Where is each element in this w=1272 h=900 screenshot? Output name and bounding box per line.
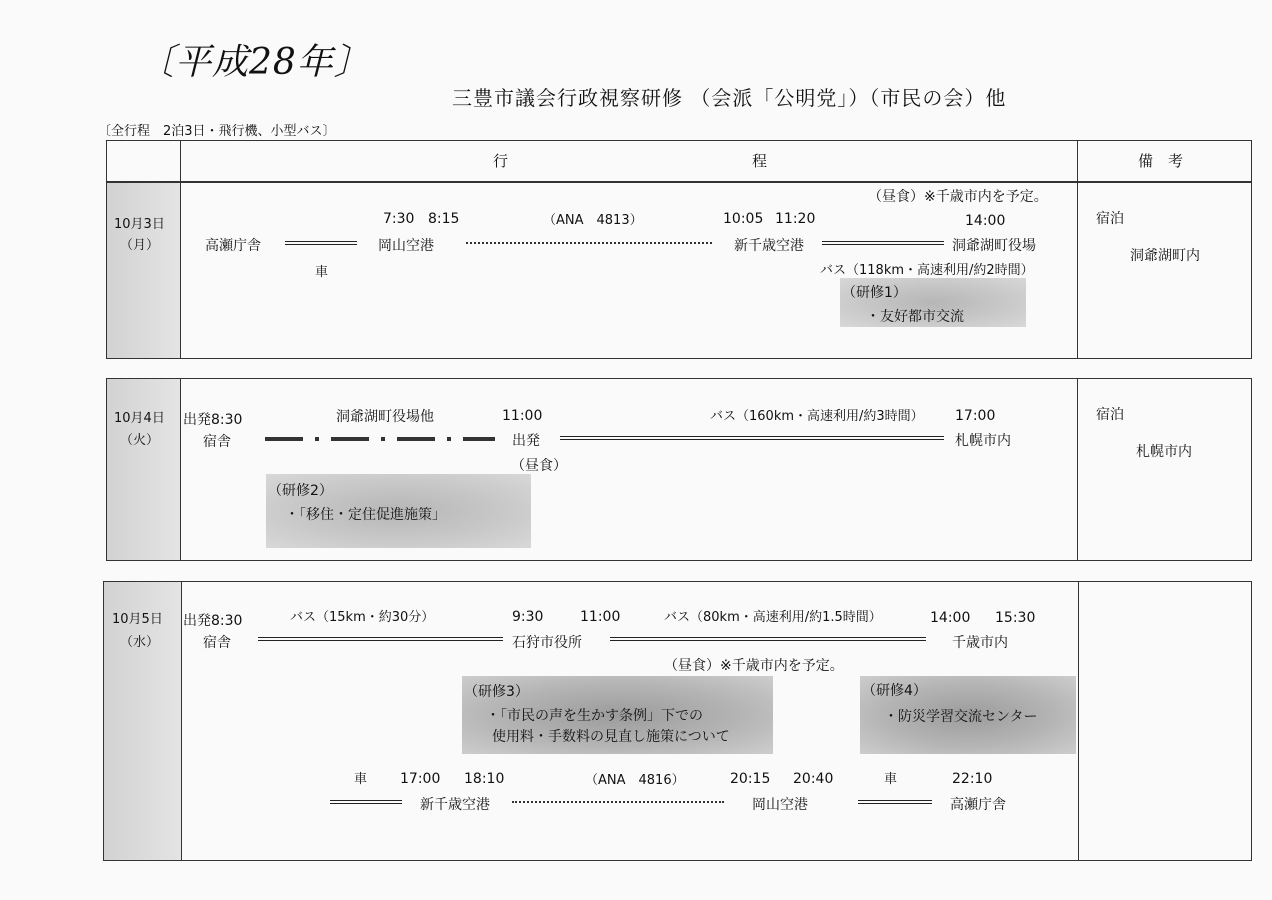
training4-item: ・防災学習交流センター [884,709,1038,725]
training1-item: ・友好都市交流 [866,309,964,325]
return-mode-car2: 車 [884,772,898,787]
return-airport: 新千歳空港 [420,797,490,813]
day1-time-chitose-dep: 11:20 [775,211,816,227]
day1-bus-note: バス（118km・高速利用/約2時間） [820,263,1034,278]
day1-date: 10月3日 [114,217,165,232]
day1-remarks-stay: 宿泊 [1096,211,1124,227]
header-divider [1077,140,1078,182]
return-time-dep-airport: 18:10 [464,771,505,787]
day2-divider [180,378,181,561]
return-time-dep-okayama: 20:40 [793,771,834,787]
header-schedule-char2: 程 [752,152,768,170]
day2-depart-label: 出発8:30 [183,412,243,428]
day3-weekday: （水） [120,635,160,650]
day3-bus-note1: バス（15km・約30分） [290,610,435,625]
day3-start: 宿舎 [203,635,231,651]
day2-remarks-stay: 宿泊 [1096,407,1124,423]
day3-lunch-note: （昼食）※千歳市内を予定。 [664,658,844,674]
training4-label: （研修4） [862,683,927,699]
day2-arrive: 札幌市内 [955,433,1011,449]
day1-lunch-note: （昼食）※千歳市内を予定。 [868,189,1048,205]
return-flight-number: （ANA 4816） [585,773,685,788]
day1-time-chitose-arr: 10:05 [723,211,764,227]
training3-label: （研修3） [464,684,529,700]
day1-mode-car: 車 [315,265,329,280]
era-handwritten-note: 〔平成28年〕 [138,42,371,83]
bus-route-line [560,436,944,440]
flight-route-line [466,242,712,244]
training3-line1: ・「市民の声を生かす条例」下での [486,708,703,724]
return-okayama: 岡山空港 [752,797,808,813]
day3-time-dep-ishikari: 11:00 [580,609,621,625]
header-schedule-char1: 行 [493,152,509,170]
day3-divider [1078,581,1079,861]
itinerary-summary: 〔全行程 2泊3日・飛行機、小型バス〕 [98,124,336,139]
day2-depart: 出発 [512,433,540,449]
day2-remarks-place: 札幌市内 [1136,444,1192,460]
bus-route-line [258,637,503,641]
day3-depart-label: 出発8:30 [183,613,243,629]
header-remarks: 備 考 [1138,152,1184,170]
day1-time-okayama: 7:30 [383,211,415,227]
day1-weekday: （月） [120,238,160,253]
day3-ishikari: 石狩市役所 [512,635,582,651]
day1-divider [180,182,181,359]
day2-visit: 洞爺湖町役場他 [336,409,434,425]
day3-date: 10月5日 [112,612,163,627]
day3-time-dep-chitose-city: 15:30 [995,610,1036,626]
day2-bus-note: バス（160km・高速利用/約3時間） [710,409,924,424]
day1-stop-start: 高瀬庁舎 [205,238,261,254]
training3-line2: 使用料・手数料の見直し施策について [492,729,730,745]
day2-time-depart: 11:00 [502,408,543,424]
day2-time-arrive: 17:00 [955,408,996,424]
return-final: 高瀬庁舎 [950,797,1006,813]
car-route-line [858,800,932,804]
day1-remarks-place: 洞爺湖町内 [1130,248,1200,264]
training2-label: （研修2） [268,483,333,499]
day2-date: 10月4日 [114,411,165,426]
day1-time-okayama-dep: 8:15 [428,211,460,227]
day1-divider [1077,182,1078,359]
day3-time-arr-chitose-city: 14:00 [930,610,971,626]
bus-route-line [822,241,944,245]
day2-lunch: （昼食） [511,458,567,474]
header-divider [180,140,181,182]
day1-stop-toya: 洞爺湖町役場 [952,238,1036,254]
day3-chitose-city: 千歳市内 [952,635,1008,651]
car-route-line [285,241,357,245]
return-time-final: 22:10 [952,771,993,787]
day1-stop-okayama: 岡山空港 [378,238,434,254]
day2-divider [1077,378,1078,561]
table-header [106,140,1252,182]
bus-route-line [610,637,926,641]
return-time-arr-okayama: 20:15 [730,771,771,787]
day1-time-toya-arr: 14:00 [965,213,1006,229]
day2-weekday: （火） [120,433,160,448]
training2-item: ・「移住・定住促進施策」 [285,507,446,523]
car-route-line [330,800,402,804]
day2-start: 宿舎 [203,434,231,450]
document-title: 三豊市議会行政視察研修 （会派「公明党」）（市民の会）他 [452,86,1007,110]
day1-stop-chitose: 新千歳空港 [734,238,804,254]
day3-bus-note2: バス（80km・高速利用/約1.5時間） [664,610,882,625]
training1-label: （研修1） [842,285,907,301]
day3-time-arr-ishikari: 9:30 [512,609,544,625]
day3-divider [181,581,182,861]
return-mode-car1: 車 [354,772,368,787]
return-time-arr-airport: 17:00 [400,771,441,787]
walk-route-line [265,437,495,441]
day1-frame [106,182,1252,359]
day1-flight-number: （ANA 4813） [543,213,643,228]
flight-route-line [512,801,724,803]
